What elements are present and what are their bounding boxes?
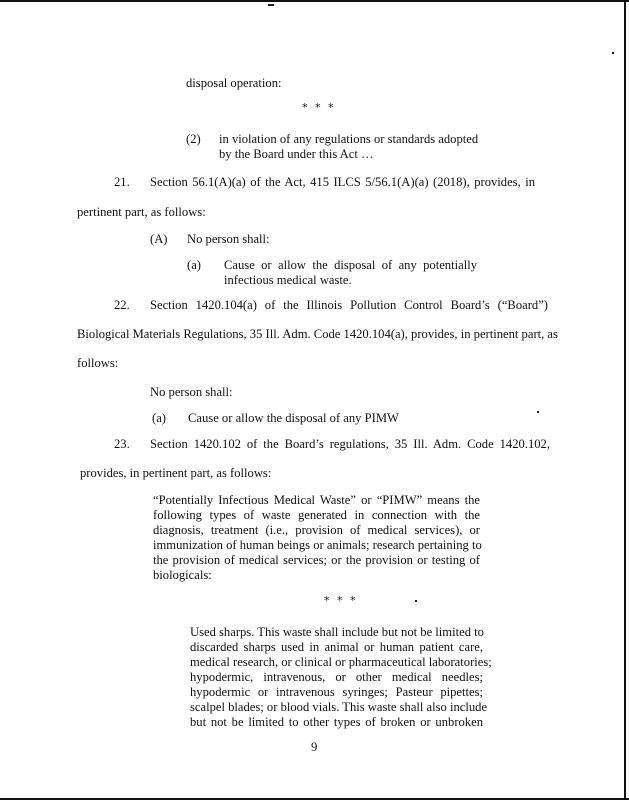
definition-subitem-text: Used sharps. This waste shall include but not be limited to <box>190 625 484 639</box>
scan-speck <box>537 411 539 413</box>
paragraph-text: Section 56.1(A)(a) of the Act, 415 ILCS 5/56.1(A)(a) (2018), provides, in <box>150 175 535 189</box>
item-text: Cause or allow the disposal of any potentially <box>224 258 477 272</box>
item-marker: (a) <box>187 258 201 272</box>
definition-subitem-text: hypodermic or intravenous syringes; Pasteur pipettes; <box>190 685 483 699</box>
item-text: by the Board under this Act … <box>219 147 374 161</box>
definition-text: immunization of human beings or animals; research pertaining to <box>153 538 482 552</box>
scan-speck <box>612 52 614 54</box>
statute-fragment: disposal operation: <box>186 76 282 90</box>
definition-subitem-text: medical research, or clinical or pharmaceutical laboratories; <box>190 655 492 669</box>
paragraph-text: Section 1420.104(a) of the Illinois Pollution Control Board’s (“Board”) <box>150 298 548 312</box>
definition-subitem-text: hypodermic, intravenous, or other medical needles; <box>190 670 483 684</box>
paragraph-text: Biological Materials Regulations, 35 Ill. Adm. Code 1420.104(a), provides, in pertinent part, as <box>77 327 558 341</box>
scan-speck <box>415 600 417 602</box>
subsection-marker: (A) <box>150 232 168 246</box>
paragraph-text: Section 1420.102 of the Board’s regulations, 35 Ill. Adm. Code 1420.102, <box>150 437 550 451</box>
ellipsis-stars: * * * <box>324 594 358 607</box>
definition-subitem-text: discarded sharps used in animal or human patient care, <box>190 640 483 654</box>
item-text: in violation of any regulations or standards adopted <box>219 132 479 146</box>
subsection-text: No person shall: <box>187 232 270 246</box>
item-text: Cause or allow the disposal of any PIMW <box>188 411 399 425</box>
quoted-text: No person shall: <box>150 385 233 399</box>
definition-text: biologicals: <box>153 568 212 582</box>
item-marker: (2) <box>186 132 201 146</box>
definition-text: diagnosis, treatment (i.e., provision of medical services), or <box>153 523 480 537</box>
scan-speck <box>268 4 274 6</box>
ellipsis-stars: * * * <box>302 101 336 114</box>
item-text: infectious medical waste. <box>224 273 352 287</box>
definition-text: the provision of medical services; or the provision or testing of <box>153 553 480 567</box>
paragraph-text: pertinent part, as follows: <box>77 205 206 219</box>
definition-subitem-text: but not be limited to other types of broken or unbroken <box>190 715 483 729</box>
definition-subitem-text: scalpel blades; or blood vials. This waste shall also include <box>190 700 488 714</box>
item-marker: (a) <box>152 411 166 425</box>
paragraph-text: follows: <box>77 356 119 370</box>
definition-text: “Potentially Infectious Medical Waste” or “PIMW” means the <box>153 493 480 507</box>
scan-edge-top <box>0 0 629 2</box>
scan-edge-right <box>624 0 626 800</box>
paragraph-text: provides, in pertinent part, as follows: <box>80 466 272 480</box>
paragraph-number: 21. <box>114 175 130 189</box>
paragraph-number: 22. <box>114 298 130 312</box>
page-number: 9 <box>311 740 318 754</box>
definition-text: following types of waste generated in connection with the <box>153 508 480 522</box>
paragraph-number: 23. <box>114 437 130 451</box>
